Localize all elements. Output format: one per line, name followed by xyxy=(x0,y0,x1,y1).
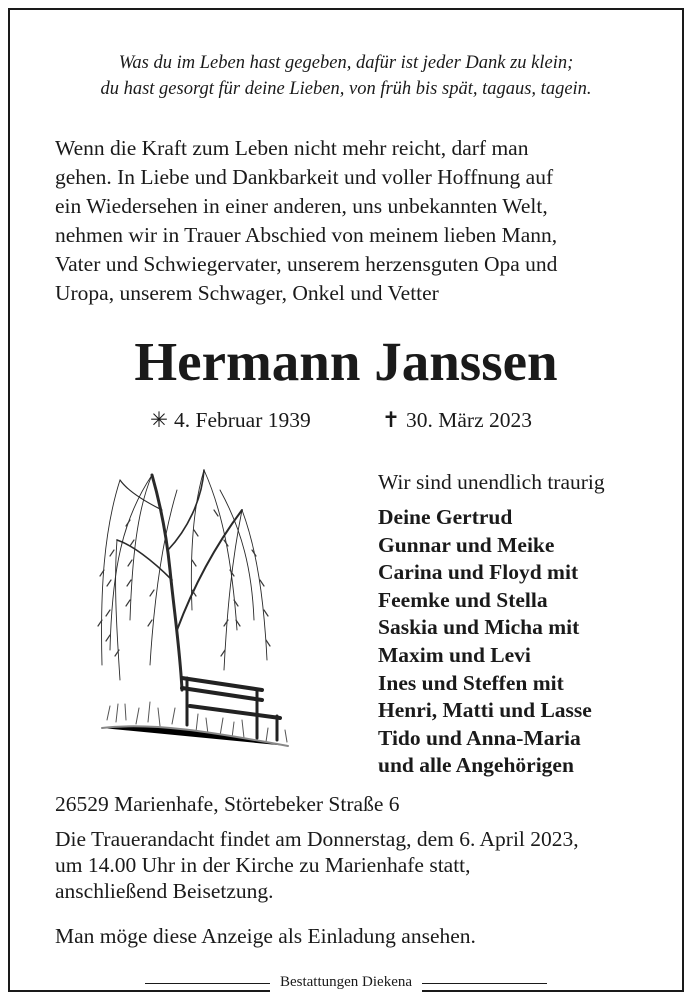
mourner-line: Tido und Anna-Maria xyxy=(378,725,581,750)
funeral-home-footer xyxy=(0,972,692,992)
star-icon: ✳ xyxy=(150,408,169,432)
service-line: Die Trauerandacht findet am Donnerstag, dem 6. April 2023, xyxy=(55,827,579,851)
mourner-line: Ines und Steffen mit xyxy=(378,670,564,695)
family-address: 26529 Marienhafe, Störtebeker Straße 6 xyxy=(55,792,400,816)
deceased-name: Hermann Janssen xyxy=(134,331,558,392)
mourner-line: Carina und Floyd mit xyxy=(378,560,579,585)
invitation-note: Man möge diese Anzeige als Einladung ansehen. xyxy=(55,924,476,948)
birth-date-text: 4. Februar 1939 xyxy=(174,408,311,432)
intro-line: ein Wiedersehen in einer anderen, uns unbekannten Welt, xyxy=(55,194,548,218)
birth-date xyxy=(150,406,311,434)
mourner-line: Feemke und Stella xyxy=(378,587,548,612)
service-details xyxy=(55,826,685,904)
intro-line: gehen. In Liebe und Dankbarkeit und voller Hoffnung auf xyxy=(55,165,554,189)
intro-line: Vater und Schwiegervater, unserem herzensguten Opa und xyxy=(55,252,558,276)
mourners-lead: Wir sind unendlich traurig xyxy=(378,470,605,494)
cross-icon: ✝ xyxy=(382,408,401,432)
motto-line: Was du im Leben hast gegeben, dafür ist jeder Dank zu klein; xyxy=(118,53,574,73)
service-line: anschließend Beisetzung. xyxy=(55,879,274,903)
funeral-home-name: Bestattungen Diekena xyxy=(270,972,422,992)
service-line: um 14.00 Uhr in der Kirche zu Marienhafe statt, xyxy=(55,853,471,877)
mourner-line: Saskia und Micha mit xyxy=(378,615,580,640)
mourner-line: und alle Angehörigen xyxy=(378,753,574,778)
intro-line: nehmen wir in Trauer Abschied von meinem lieben Mann, xyxy=(55,223,558,247)
mourner-line: Henri, Matti und Lasse xyxy=(378,698,592,723)
motto-verse xyxy=(20,50,672,102)
intro-line: Wenn die Kraft zum Leben nicht mehr reicht, darf man xyxy=(55,136,529,160)
mourner-line: Maxim und Levi xyxy=(378,642,531,667)
motto-line: du hast gesorgt für deine Lieben, von früh bis spät, tagaus, tagein. xyxy=(100,79,592,99)
mourners-list xyxy=(378,468,668,780)
intro-text xyxy=(55,134,645,308)
death-date xyxy=(382,406,532,434)
death-date-text: 30. März 2023 xyxy=(406,408,533,432)
willow-tree-bench-illustration xyxy=(92,450,292,750)
intro-line: Uropa, unserem Schwager, Onkel und Vetter xyxy=(55,281,439,305)
mourner-line: Gunnar und Meike xyxy=(378,532,555,557)
mourner-line: Deine Gertrud xyxy=(378,505,513,529)
